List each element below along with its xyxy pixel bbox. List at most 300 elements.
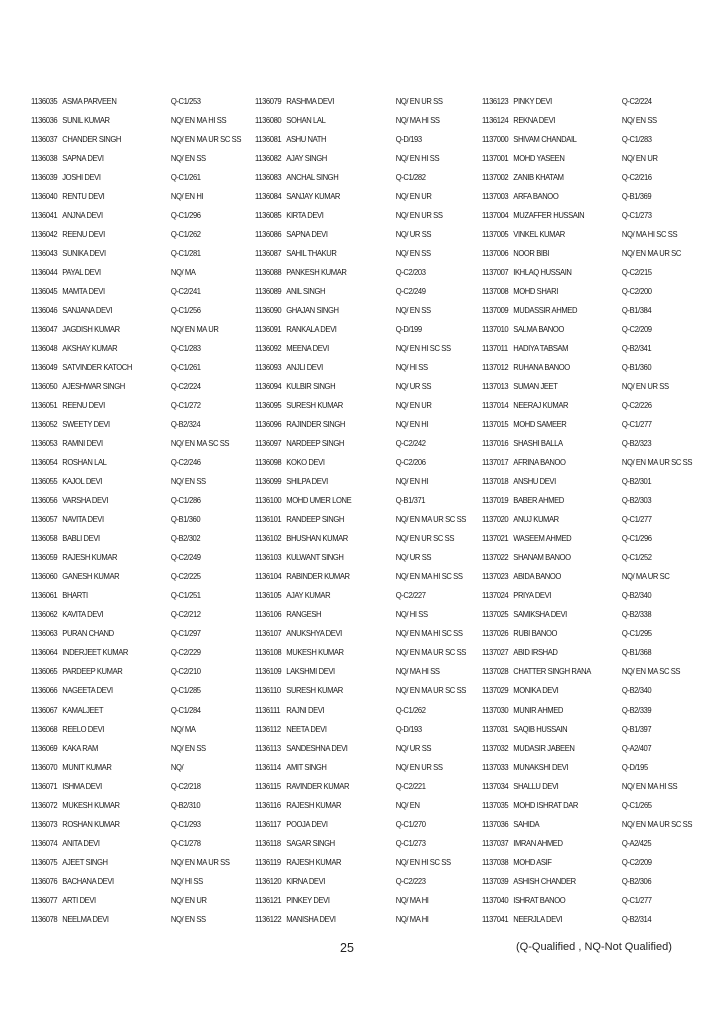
candidate-name: AFRINA BANOO bbox=[513, 457, 566, 468]
candidate-name: KIRTA DEVI bbox=[286, 210, 324, 221]
result-code: Q-C1/270 bbox=[395, 818, 426, 829]
candidate-name: LAKSHMI DEVI bbox=[286, 666, 335, 677]
roll-number: 1137036 bbox=[482, 818, 509, 829]
candidate-name: MOHD ISHRAT DAR bbox=[513, 799, 579, 810]
result-code: Q-C1/273 bbox=[621, 210, 652, 221]
roll-number: 1136047 bbox=[31, 324, 58, 335]
result-code: NQ/ bbox=[170, 761, 184, 772]
result-code: Q-C1/251 bbox=[170, 590, 201, 601]
candidate-name: ANJNA DEVI bbox=[62, 210, 103, 221]
candidate-name: PINKY DEVI bbox=[513, 96, 552, 106]
result-code: Q-C1/277 bbox=[621, 894, 652, 905]
roll-number: 1136050 bbox=[31, 381, 58, 392]
candidate-name: AJESHWAR SINGH bbox=[62, 381, 125, 392]
result-code: Q-B2/341 bbox=[621, 343, 652, 354]
candidate-name: BACHANA DEVI bbox=[62, 875, 114, 886]
roll-number: 1136111 bbox=[255, 704, 281, 715]
candidate-name: MUDASIR JABEEN bbox=[513, 742, 575, 753]
result-code: NQ/ EN MA UR SS bbox=[170, 856, 230, 867]
result-code: Q-C1/261 bbox=[170, 172, 201, 183]
roll-number: 1136072 bbox=[31, 799, 58, 810]
roll-number: 1136085 bbox=[255, 210, 282, 221]
result-code: Q-B2/306 bbox=[621, 875, 652, 886]
roll-number: 1136096 bbox=[255, 419, 282, 430]
roll-number: 1136062 bbox=[31, 609, 58, 620]
roll-number: 1136079 bbox=[255, 96, 282, 106]
result-code: NQ/ EN UR bbox=[395, 191, 432, 202]
candidate-name: WASEEM AHMED bbox=[513, 533, 572, 544]
candidate-name: RASHMA DEVI bbox=[286, 96, 334, 106]
candidate-name: REELO DEVI bbox=[62, 723, 104, 734]
roll-number: 1136069 bbox=[31, 742, 58, 753]
result-code: NQ/ MA HI SS bbox=[395, 115, 440, 126]
result-code: Q-B1/384 bbox=[621, 305, 652, 316]
roll-number: 1137009 bbox=[482, 305, 509, 316]
roll-number: 1136091 bbox=[255, 324, 282, 335]
candidate-name: ASMA PARVEEN bbox=[62, 96, 117, 106]
roll-number: 1137013 bbox=[482, 381, 509, 392]
result-code: Q-C2/223 bbox=[395, 875, 426, 886]
roll-number: 1137002 bbox=[482, 172, 509, 183]
candidate-name: RABINDER KUMAR bbox=[286, 571, 350, 582]
roll-number: 1136046 bbox=[31, 305, 58, 316]
candidate-name: RANDEEP SINGH bbox=[286, 514, 344, 525]
result-code: Q-C1/273 bbox=[395, 837, 426, 848]
candidate-name: REENU DEVI bbox=[62, 229, 105, 240]
roll-number: 1136123 bbox=[482, 96, 509, 106]
result-code: Q-C2/242 bbox=[395, 438, 426, 449]
roll-number: 1136043 bbox=[31, 248, 58, 259]
result-code: NQ/ EN UR bbox=[621, 153, 658, 164]
roll-number: 1137021 bbox=[482, 533, 509, 544]
candidate-name: GHAJAN SINGH bbox=[286, 305, 339, 316]
roll-number: 1136074 bbox=[31, 837, 58, 848]
roll-number: 1136064 bbox=[31, 647, 58, 658]
roll-number: 1136097 bbox=[255, 438, 282, 449]
result-code: Q-B2/301 bbox=[621, 476, 652, 487]
result-code: Q-B1/360 bbox=[170, 514, 201, 525]
candidate-name: ANCHAL SINGH bbox=[286, 172, 339, 183]
roll-number: 1137035 bbox=[482, 799, 509, 810]
result-code: NQ/ MA HI SC SS bbox=[621, 229, 678, 240]
result-code: NQ/ EN MA UR SC SS bbox=[170, 134, 242, 145]
result-code: NQ/ HI SS bbox=[170, 875, 203, 886]
result-code: Q-C1/297 bbox=[170, 628, 201, 639]
roll-number: 1137020 bbox=[482, 514, 509, 525]
candidate-name: RENTU DEVI bbox=[62, 191, 105, 202]
roll-number: 1136036 bbox=[31, 115, 58, 126]
roll-number: 1136109 bbox=[255, 666, 282, 677]
roll-number: 1136093 bbox=[255, 362, 282, 373]
candidate-name: IMRAN AHMED bbox=[513, 837, 563, 848]
roll-number: 1137000 bbox=[482, 134, 509, 145]
result-code: NQ/ HI SS bbox=[395, 362, 428, 373]
candidate-name: NEETA DEVI bbox=[286, 723, 327, 734]
roll-number: 1137012 bbox=[482, 362, 509, 373]
result-code: Q-C2/200 bbox=[621, 286, 652, 297]
candidate-name: MOHD UMER LONE bbox=[286, 495, 352, 506]
result-code: Q-C1/277 bbox=[621, 419, 652, 430]
candidate-name: SAPNA DEVI bbox=[286, 229, 328, 240]
result-code: Q-C1/278 bbox=[170, 837, 201, 848]
roll-number: 1137031 bbox=[482, 723, 509, 734]
candidate-name: MOHD SAMEER bbox=[513, 419, 567, 430]
candidate-name: RAVINDER KUMAR bbox=[286, 780, 350, 791]
roll-number: 1136101 bbox=[255, 514, 282, 525]
result-code: Q-B2/340 bbox=[621, 590, 652, 601]
candidate-name: SURESH KUMAR bbox=[286, 685, 343, 696]
candidate-name: ANJLI DEVI bbox=[286, 362, 323, 373]
candidate-name: PARDEEP KUMAR bbox=[62, 666, 123, 677]
candidate-name: BABER AHMED bbox=[513, 495, 564, 506]
roll-number: 1136039 bbox=[31, 172, 58, 183]
result-code: Q-C2/224 bbox=[170, 381, 201, 392]
candidate-name: INDERJEET KUMAR bbox=[62, 647, 129, 658]
candidate-name: ZANIB KHATAM bbox=[513, 172, 564, 183]
roll-number: 1136122 bbox=[255, 913, 282, 924]
roll-number: 1136086 bbox=[255, 229, 282, 240]
candidate-name: ANSHU DEVI bbox=[513, 476, 556, 487]
candidate-name: ASHU NATH bbox=[286, 134, 327, 145]
roll-number: 1136078 bbox=[31, 913, 58, 924]
roll-number: 1136083 bbox=[255, 172, 282, 183]
roll-number: 1136070 bbox=[31, 761, 58, 772]
candidate-name: SHASHI BALLA bbox=[513, 438, 563, 449]
candidate-name: RANGESH bbox=[286, 609, 322, 620]
candidate-name: MAMTA DEVI bbox=[62, 286, 105, 297]
roll-number: 1136052 bbox=[31, 419, 58, 430]
result-code: NQ/ EN SS bbox=[170, 742, 206, 753]
candidate-name: KOKO DEVI bbox=[286, 457, 325, 468]
result-code: NQ/ EN HI SC SS bbox=[395, 343, 451, 354]
roll-number: 1136076 bbox=[31, 875, 58, 886]
candidate-name: ANUKSHYA DEVI bbox=[286, 628, 342, 639]
candidate-name: RAJESH KUMAR bbox=[286, 799, 342, 810]
candidate-name: ARFA BANOO bbox=[513, 191, 559, 202]
candidate-name: NEERJLA DEVI bbox=[513, 913, 563, 924]
candidate-name: KAKA RAM bbox=[62, 742, 99, 753]
result-code: Q-C1/293 bbox=[170, 818, 201, 829]
roll-number: 1136088 bbox=[255, 267, 282, 278]
result-code: NQ/ EN HI bbox=[395, 476, 429, 487]
candidate-name: POOJA DEVI bbox=[286, 818, 328, 829]
roll-number: 1136124 bbox=[482, 115, 509, 126]
result-code: Q-C1/281 bbox=[170, 248, 201, 259]
candidate-name: RAJNI DEVI bbox=[286, 704, 325, 715]
roll-number: 1136054 bbox=[31, 457, 58, 468]
result-code: NQ/ EN MA UR SC SS bbox=[621, 457, 693, 468]
result-code: NQ/ EN MA UR bbox=[170, 324, 219, 335]
result-code: Q-C2/241 bbox=[170, 286, 201, 297]
candidate-name: MOHD SHARI bbox=[513, 286, 558, 297]
result-code: Q-C1/286 bbox=[170, 495, 201, 506]
candidate-name: SHILPA DEVI bbox=[286, 476, 328, 487]
candidate-name: NARDEEP SINGH bbox=[286, 438, 344, 449]
candidate-name: SWEETY DEVI bbox=[62, 419, 110, 430]
candidate-name: HADIYA TABSAM bbox=[513, 343, 569, 354]
candidate-name: ABIDA BANOO bbox=[513, 571, 561, 582]
roll-number: 1136095 bbox=[255, 400, 282, 411]
roll-number: 1136035 bbox=[31, 96, 58, 106]
roll-number: 1136066 bbox=[31, 685, 58, 696]
result-code: Q-C2/203 bbox=[395, 267, 426, 278]
candidate-name: ASHISH CHANDER bbox=[513, 875, 576, 886]
candidate-name: ABID IRSHAD bbox=[513, 647, 558, 658]
roll-number: 1136059 bbox=[31, 552, 58, 563]
result-code: NQ/ EN HI SS bbox=[395, 153, 440, 164]
candidate-name: RUBI BANOO bbox=[513, 628, 558, 639]
roll-number: 1136118 bbox=[255, 837, 281, 848]
roll-number: 1137030 bbox=[482, 704, 509, 715]
result-code: Q-C1/256 bbox=[170, 305, 201, 316]
candidate-name: SAHIDA bbox=[513, 818, 540, 829]
result-code: Q-C2/210 bbox=[170, 666, 201, 677]
roll-number: 1137010 bbox=[482, 324, 509, 335]
candidate-name: MUNIR AHMED bbox=[513, 704, 564, 715]
roll-number: 1136068 bbox=[31, 723, 58, 734]
roll-number: 1136092 bbox=[255, 343, 282, 354]
result-code: Q-C1/261 bbox=[170, 362, 201, 373]
result-code: Q-C1/285 bbox=[170, 685, 201, 696]
result-code: NQ/ UR SS bbox=[395, 552, 432, 563]
result-code: NQ/ EN UR bbox=[395, 400, 432, 411]
result-code: NQ/ MA HI bbox=[395, 894, 429, 905]
candidate-name: RANKALA DEVI bbox=[286, 324, 337, 335]
result-code: NQ/ MA HI SS bbox=[395, 666, 440, 677]
result-code: NQ/ EN HI bbox=[170, 191, 204, 202]
result-code: Q-C2/225 bbox=[170, 571, 201, 582]
candidate-name: ANITA DEVI bbox=[62, 837, 100, 848]
result-code: Q-C1/253 bbox=[170, 96, 201, 106]
candidate-name: PURAN CHAND bbox=[62, 628, 114, 639]
candidate-name: SHANAM BANOO bbox=[513, 552, 571, 563]
candidate-name: SANJANA DEVI bbox=[62, 305, 113, 316]
candidate-name: SAPNA DEVI bbox=[62, 153, 104, 164]
candidate-name: MUNAKSHI DEVI bbox=[513, 761, 569, 772]
candidate-name: ISHMA DEVI bbox=[62, 780, 102, 791]
candidate-name: KAVITA DEVI bbox=[62, 609, 104, 620]
result-code: NQ/ EN UR SS bbox=[395, 761, 443, 772]
result-code: Q-C2/215 bbox=[621, 267, 652, 278]
roll-number: 1136110 bbox=[255, 685, 281, 696]
result-code: Q-D/193 bbox=[395, 134, 422, 145]
result-code: NQ/ EN SS bbox=[621, 115, 657, 126]
result-code: NQ/ EN UR SS bbox=[621, 381, 669, 392]
candidate-name: JOSHI DEVI bbox=[62, 172, 101, 183]
candidate-name: REENU DEVI bbox=[62, 400, 105, 411]
result-code: Q-C1/272 bbox=[170, 400, 201, 411]
roll-number: 1136055 bbox=[31, 476, 58, 487]
roll-number: 1137008 bbox=[482, 286, 509, 297]
result-code: Q-B1/369 bbox=[621, 191, 652, 202]
candidate-name: ARTI DEVI bbox=[62, 894, 96, 905]
roll-number: 1137015 bbox=[482, 419, 509, 430]
result-code: Q-C1/282 bbox=[395, 172, 426, 183]
result-code: NQ/ EN MA SC SS bbox=[621, 666, 681, 677]
roll-number: 1137027 bbox=[482, 647, 509, 658]
result-code: Q-C2/249 bbox=[395, 286, 426, 297]
candidate-name: BHARTI bbox=[62, 590, 88, 601]
roll-number: 1137034 bbox=[482, 780, 509, 791]
candidate-name: NEERAJ KUMAR bbox=[513, 400, 569, 411]
result-code: NQ/ EN UR SS bbox=[395, 210, 443, 221]
result-code: NQ/ EN SS bbox=[170, 476, 206, 487]
candidate-name: GANESH KUMAR bbox=[62, 571, 120, 582]
roll-number: 1137040 bbox=[482, 894, 509, 905]
result-code: Q-D/193 bbox=[395, 723, 422, 734]
candidate-name: RAJESH KUMAR bbox=[286, 856, 342, 867]
roll-number: 1136044 bbox=[31, 267, 58, 278]
roll-number: 1136117 bbox=[255, 818, 281, 829]
roll-number: 1137018 bbox=[482, 476, 509, 487]
roll-number: 1136102 bbox=[255, 533, 282, 544]
roll-number: 1137022 bbox=[482, 552, 509, 563]
candidate-name: KULWANT SINGH bbox=[286, 552, 344, 563]
roll-number: 1136061 bbox=[31, 590, 58, 601]
result-code: Q-B1/368 bbox=[621, 647, 652, 658]
result-code: NQ/ EN MA HI SS bbox=[170, 115, 227, 126]
result-code: Q-C1/283 bbox=[621, 134, 652, 145]
roll-number: 1136041 bbox=[31, 210, 58, 221]
candidate-name: RAJINDER SINGH bbox=[286, 419, 345, 430]
candidate-name: AJAY SINGH bbox=[286, 153, 327, 164]
roll-number: 1136106 bbox=[255, 609, 282, 620]
roll-number: 1137041 bbox=[482, 913, 509, 924]
roll-number: 1137004 bbox=[482, 210, 509, 221]
candidate-name: PRIYA DEVI bbox=[513, 590, 551, 601]
result-code: Q-B2/323 bbox=[621, 438, 652, 449]
roll-number: 1136071 bbox=[31, 780, 58, 791]
result-code: Q-B2/303 bbox=[621, 495, 652, 506]
candidate-name: KAJOL DEVI bbox=[62, 476, 102, 487]
candidate-name: PINKEY DEVI bbox=[286, 894, 330, 905]
roll-number: 1137037 bbox=[482, 837, 509, 848]
roll-number: 1136108 bbox=[255, 647, 282, 658]
result-code: Q-B2/302 bbox=[170, 533, 201, 544]
roll-number: 1136060 bbox=[31, 571, 58, 582]
candidate-name: SANJAY KUMAR bbox=[286, 191, 340, 202]
roll-number: 1136098 bbox=[255, 457, 282, 468]
roll-number: 1136073 bbox=[31, 818, 58, 829]
candidate-name: CHANDER SINGH bbox=[62, 134, 121, 145]
result-code: Q-B1/360 bbox=[621, 362, 652, 373]
roll-number: 1137028 bbox=[482, 666, 509, 677]
result-code: Q-C1/296 bbox=[621, 533, 652, 544]
roll-number: 1137019 bbox=[482, 495, 509, 506]
candidate-name: AJAY KUMAR bbox=[286, 590, 331, 601]
candidate-name: SOHAN LAL bbox=[286, 115, 326, 126]
result-code: Q-C2/226 bbox=[621, 400, 652, 411]
result-code: Q-C1/296 bbox=[170, 210, 201, 221]
result-code: Q-C2/218 bbox=[170, 780, 201, 791]
result-code: NQ/ MA bbox=[170, 267, 196, 278]
candidate-name: JAGDISH KUMAR bbox=[62, 324, 120, 335]
roll-number: 1137038 bbox=[482, 856, 509, 867]
candidate-name: VINKEL KUMAR bbox=[513, 229, 565, 240]
result-code: Q-C1/284 bbox=[170, 704, 201, 715]
result-code: NQ/ EN HI bbox=[395, 419, 429, 430]
result-code: NQ/ EN MA HI SC SS bbox=[395, 628, 463, 639]
roll-number: 1137014 bbox=[482, 400, 509, 411]
candidate-name: SUNIKA DEVI bbox=[62, 248, 106, 259]
roll-number: 1136075 bbox=[31, 856, 58, 867]
result-code: Q-A2/407 bbox=[621, 742, 652, 753]
roll-number: 1137039 bbox=[482, 875, 509, 886]
roll-number: 1136053 bbox=[31, 438, 58, 449]
result-code: NQ/ UR SS bbox=[395, 381, 432, 392]
roll-number: 1136087 bbox=[255, 248, 282, 259]
result-code: Q-C2/249 bbox=[170, 552, 201, 563]
roll-number: 1136104 bbox=[255, 571, 282, 582]
result-code: Q-D/199 bbox=[395, 324, 422, 335]
result-code: Q-B2/314 bbox=[621, 913, 652, 924]
roll-number: 1137007 bbox=[482, 267, 509, 278]
roll-number: 1136045 bbox=[31, 286, 58, 297]
result-code: NQ/ EN MA SC SS bbox=[170, 438, 230, 449]
roll-number: 1136112 bbox=[255, 723, 281, 734]
candidate-name: PANKESH KUMAR bbox=[286, 267, 347, 278]
candidate-name: MEENA DEVI bbox=[286, 343, 329, 354]
result-code: Q-C1/283 bbox=[170, 343, 201, 354]
result-code: Q-C1/252 bbox=[621, 552, 652, 563]
roll-number: 1136056 bbox=[31, 495, 58, 506]
roll-number: 1136042 bbox=[31, 229, 58, 240]
roll-number: 1136115 bbox=[255, 780, 281, 791]
result-code: Q-B1/371 bbox=[395, 495, 426, 506]
result-code: Q-C1/277 bbox=[621, 514, 652, 525]
candidate-name: ANUJ KUMAR bbox=[513, 514, 559, 525]
roll-number: 1136077 bbox=[31, 894, 58, 905]
candidate-name: AMIT SINGH bbox=[286, 761, 327, 772]
candidate-name: SURESH KUMAR bbox=[286, 400, 343, 411]
roll-number: 1136081 bbox=[255, 134, 282, 145]
candidate-name: NEELMA DEVI bbox=[62, 913, 109, 924]
candidate-name: MUDASSIR AHMED bbox=[513, 305, 578, 316]
candidate-name: MUNIT KUMAR bbox=[62, 761, 112, 772]
roll-number: 1137033 bbox=[482, 761, 509, 772]
roll-number: 1137005 bbox=[482, 229, 509, 240]
page-number: 25 bbox=[340, 941, 354, 955]
candidate-name: VARSHA DEVI bbox=[62, 495, 109, 506]
roll-number: 1136094 bbox=[255, 381, 282, 392]
result-code: NQ/ EN MA UR SC bbox=[621, 248, 681, 259]
roll-number: 1136038 bbox=[31, 153, 58, 164]
candidate-name: SAGAR SINGH bbox=[286, 837, 335, 848]
result-code: Q-C1/262 bbox=[170, 229, 201, 240]
result-code: Q-B2/339 bbox=[621, 704, 652, 715]
candidate-name: SUMAN JEET bbox=[513, 381, 558, 392]
candidate-name: KAMALJEET bbox=[62, 704, 104, 715]
candidate-name: SAQIB HUSSAIN bbox=[513, 723, 568, 734]
candidate-name: AJEET SINGH bbox=[62, 856, 108, 867]
result-code: NQ/ MA HI bbox=[395, 913, 429, 924]
roll-number: 1136089 bbox=[255, 286, 282, 297]
roll-number: 1136119 bbox=[255, 856, 281, 867]
result-code: Q-C1/295 bbox=[621, 628, 652, 639]
result-code: Q-C1/265 bbox=[621, 799, 652, 810]
result-code: NQ/ MA UR SC bbox=[621, 571, 670, 582]
candidate-name: SANDESHNA DEVI bbox=[286, 742, 348, 753]
result-code: Q-C2/209 bbox=[621, 856, 652, 867]
candidate-name: MOHD ASIF bbox=[513, 856, 552, 867]
roll-number: 1136116 bbox=[255, 799, 281, 810]
result-code: Q-B2/338 bbox=[621, 609, 652, 620]
roll-number: 1137026 bbox=[482, 628, 509, 639]
result-code: Q-B1/397 bbox=[621, 723, 652, 734]
result-code: Q-C2/229 bbox=[170, 647, 201, 658]
result-code: Q-C2/227 bbox=[395, 590, 426, 601]
result-code: Q-C1/262 bbox=[395, 704, 426, 715]
